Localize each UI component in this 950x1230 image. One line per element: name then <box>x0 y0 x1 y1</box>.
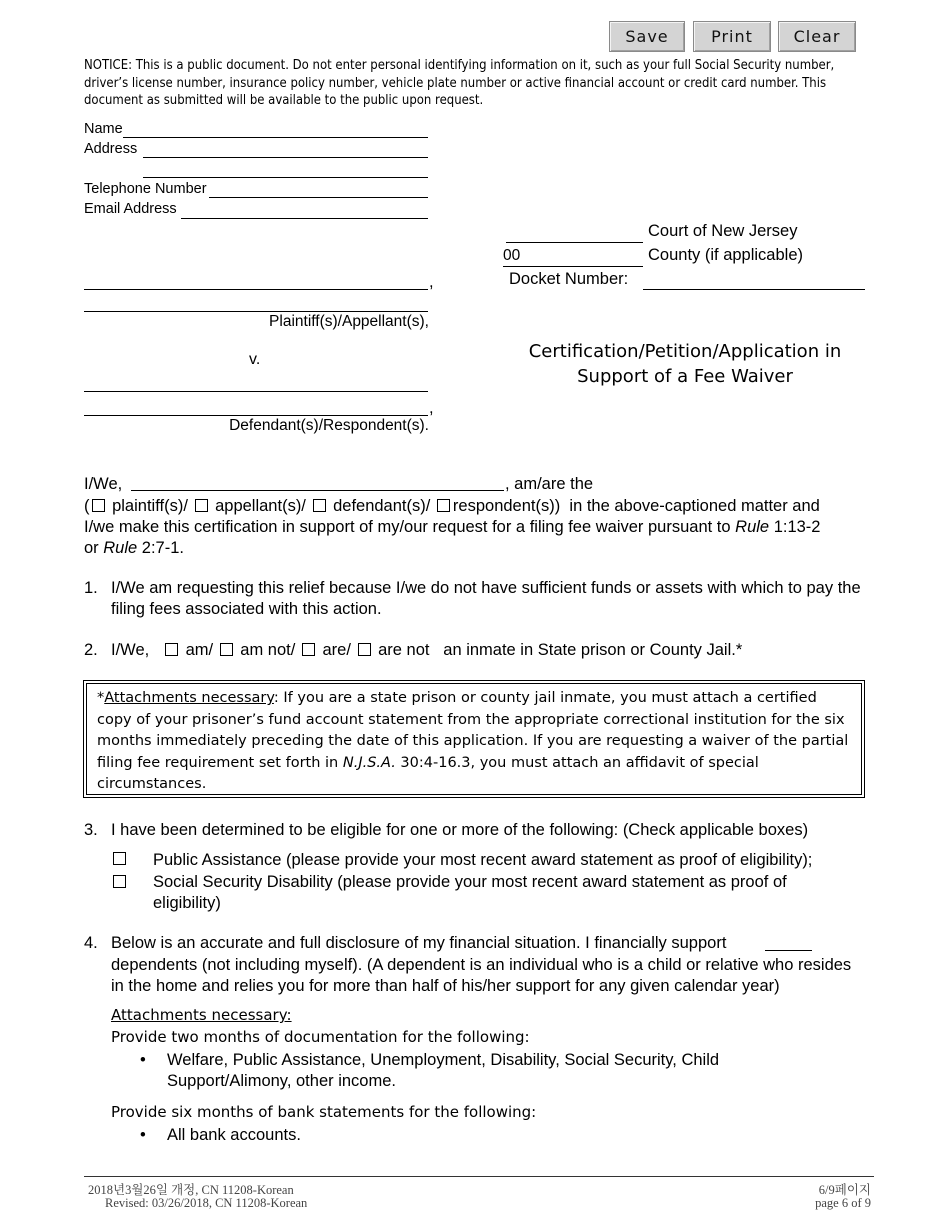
inmate-attachments-text <box>86 683 862 795</box>
bullet-1: • <box>140 1051 146 1069</box>
defendant-checkbox[interactable] <box>313 499 326 512</box>
county-field[interactable] <box>503 266 643 267</box>
appellant-checkbox[interactable] <box>195 499 208 512</box>
print-button[interactable]: Print <box>693 21 771 52</box>
att-heading: Attachments necessary <box>104 690 274 706</box>
address-field-line2[interactable] <box>143 177 428 178</box>
address-label: Address <box>84 141 138 157</box>
county-field-value[interactable]: 00 <box>503 247 521 264</box>
intro-iwe: I/We, <box>84 475 123 493</box>
footer-rule <box>84 1176 874 1177</box>
footer-page-korean: 6/9페이지 <box>818 1183 871 1197</box>
are-not-checkbox[interactable] <box>358 643 371 656</box>
docket-label: Docket Number: <box>509 270 629 288</box>
plaintiff-option-label: plaintiff(s)/ <box>112 497 188 515</box>
public-assistance-checkbox[interactable] <box>113 852 126 865</box>
or-text: or <box>84 539 99 557</box>
item2-number: 2. <box>84 641 98 659</box>
plaintiff-field-line1[interactable] <box>84 289 428 290</box>
footer-revised-english: Revised: 03/26/2018, CN 11208-Korean <box>105 1196 308 1210</box>
title-line1: Certification/Petition/Application in <box>528 341 842 362</box>
item3-text: I have been determined to be eligible for one or more of the following: (Check applicable boxes) <box>111 821 809 839</box>
court-label: Court of New Jersey <box>648 222 798 240</box>
party-name-field[interactable] <box>131 490 504 491</box>
caption-comma: , <box>429 273 434 291</box>
after-options-text: in the above-captioned matter and <box>569 497 820 515</box>
clear-button[interactable]: Clear <box>778 21 856 52</box>
am-not-label: am not/ <box>240 641 296 659</box>
intro-amare: , am/are the <box>505 475 594 493</box>
paren-open: ( <box>84 497 90 515</box>
six-months-label: Provide six months of bank statements for the following: <box>111 1103 537 1121</box>
defendant-field-line1[interactable] <box>84 391 428 392</box>
am-label: am/ <box>185 641 214 659</box>
save-button[interactable]: Save <box>609 21 685 52</box>
rule-label-1: Rule <box>735 518 770 536</box>
plaintiff-checkbox[interactable] <box>92 499 105 512</box>
telephone-label: Telephone Number <box>84 181 207 197</box>
address-field-line1[interactable] <box>143 157 428 158</box>
rule-number-2: 2:7-1. <box>141 539 184 557</box>
item4-number: 4. <box>84 934 98 952</box>
bullet-2: • <box>140 1126 146 1144</box>
item1-text: I/We am requesting this relief because I/we do not have sufficient funds or assets with which to pay the filing fees associated with this action. <box>111 579 861 618</box>
appellant-option-label: appellant(s)/ <box>215 497 306 515</box>
party-type-row <box>84 496 820 517</box>
income-documentation-item: Welfare, Public Assistance, Unemployment, Disability, Social Security, Child Support/Alimony, other income. <box>167 1051 720 1090</box>
plaintiff-label: Plaintiff(s)/Appellant(s), <box>269 313 429 330</box>
email-field[interactable] <box>181 218 428 219</box>
item4-attachments-heading: Attachments necessary: <box>111 1006 292 1024</box>
bank-accounts-item: All bank accounts. <box>167 1126 301 1144</box>
telephone-field[interactable] <box>209 197 428 198</box>
intro-line4 <box>84 538 184 559</box>
att-text-1: : If you are a state prison or county jail inmate, you must attach a certified copy of your prisoner’s fund account statement from the appropriate correctional institution for the six months immediately preceding the date of this application. If you are requesting a waiver of the partial filing fee requirement set forth in <box>97 690 849 771</box>
intro-line3-text: I/we make this certification in support of my/our request for a filing fee waiver pursuant to <box>84 518 731 536</box>
ssd-label: Social Security Disability (please provide your most recent award statement as proof of eligibility) <box>153 873 787 912</box>
public-assistance-label: Public Assistance (please provide your most recent award statement as proof of eligibility); <box>153 851 813 869</box>
are-checkbox[interactable] <box>302 643 315 656</box>
dependents-count-field[interactable] <box>765 950 812 951</box>
plaintiff-field-line2[interactable] <box>84 311 428 312</box>
item4-line1: Below is an accurate and full disclosure of my financial situation. I financially support <box>111 934 727 952</box>
intro-line3 <box>84 517 820 538</box>
title-line2: Support of a Fee Waiver <box>577 366 793 387</box>
respondent-checkbox[interactable] <box>437 499 450 512</box>
item3-number: 3. <box>84 821 98 839</box>
two-months-label: Provide two months of documentation for the following: <box>111 1028 530 1046</box>
rule-number-1: 1:13-2 <box>773 518 821 536</box>
defendant-label: Defendant(s)/Respondent(s). <box>229 417 429 434</box>
defendant-field-line2[interactable] <box>84 415 428 416</box>
name-field[interactable] <box>123 137 428 138</box>
footer-revised-korean: 2018년3월26일 개정, CN 11208-Korean <box>88 1183 294 1197</box>
am-checkbox[interactable] <box>165 643 178 656</box>
att-star: * <box>97 690 105 706</box>
defendant-option-label: defendant(s)/ <box>333 497 431 515</box>
public-notice: NOTICE: This is a public document. Do not enter personal identifying information on it, such as your full Social Security number, driver’s license number, insurance policy number, vehicle plate number or active financial account or credit card number. This document as submitted will be available to the public upon request. <box>84 58 835 108</box>
item1-number: 1. <box>84 579 98 597</box>
njsa-label: N.J.S.A. <box>342 754 396 771</box>
document-title <box>505 339 865 389</box>
email-label: Email Address <box>84 201 177 217</box>
item2-iwe: I/We, <box>111 641 150 659</box>
inmate-attachments-box <box>83 680 865 798</box>
ssd-checkbox[interactable] <box>113 875 126 888</box>
caption-comma-2: , <box>429 399 434 417</box>
court-name-field[interactable] <box>506 242 643 243</box>
inmate-text: an inmate in State prison or County Jail.* <box>443 641 743 659</box>
footer-page-number: page 6 of 9 <box>815 1196 871 1210</box>
rule-label-2: Rule <box>103 539 138 557</box>
name-label: Name <box>84 121 123 137</box>
are-not-label: are not <box>378 641 430 659</box>
am-not-checkbox[interactable] <box>220 643 233 656</box>
versus-label: v. <box>249 351 261 368</box>
att-text-2: 30:4-16.3, you must attach an affidavit of special circumstances. <box>97 754 759 792</box>
county-label: County (if applicable) <box>648 246 803 264</box>
inmate-row <box>111 640 742 661</box>
respondent-option-label: respondent(s)) <box>452 497 561 515</box>
are-label: are/ <box>322 641 351 659</box>
docket-number-field[interactable] <box>643 289 865 290</box>
item4-text-b: dependents (not including myself). (A dependent is an individual who is a child or relative who resides in the home and relies you for more than half of his/her support for any given calendar year) <box>111 956 852 995</box>
